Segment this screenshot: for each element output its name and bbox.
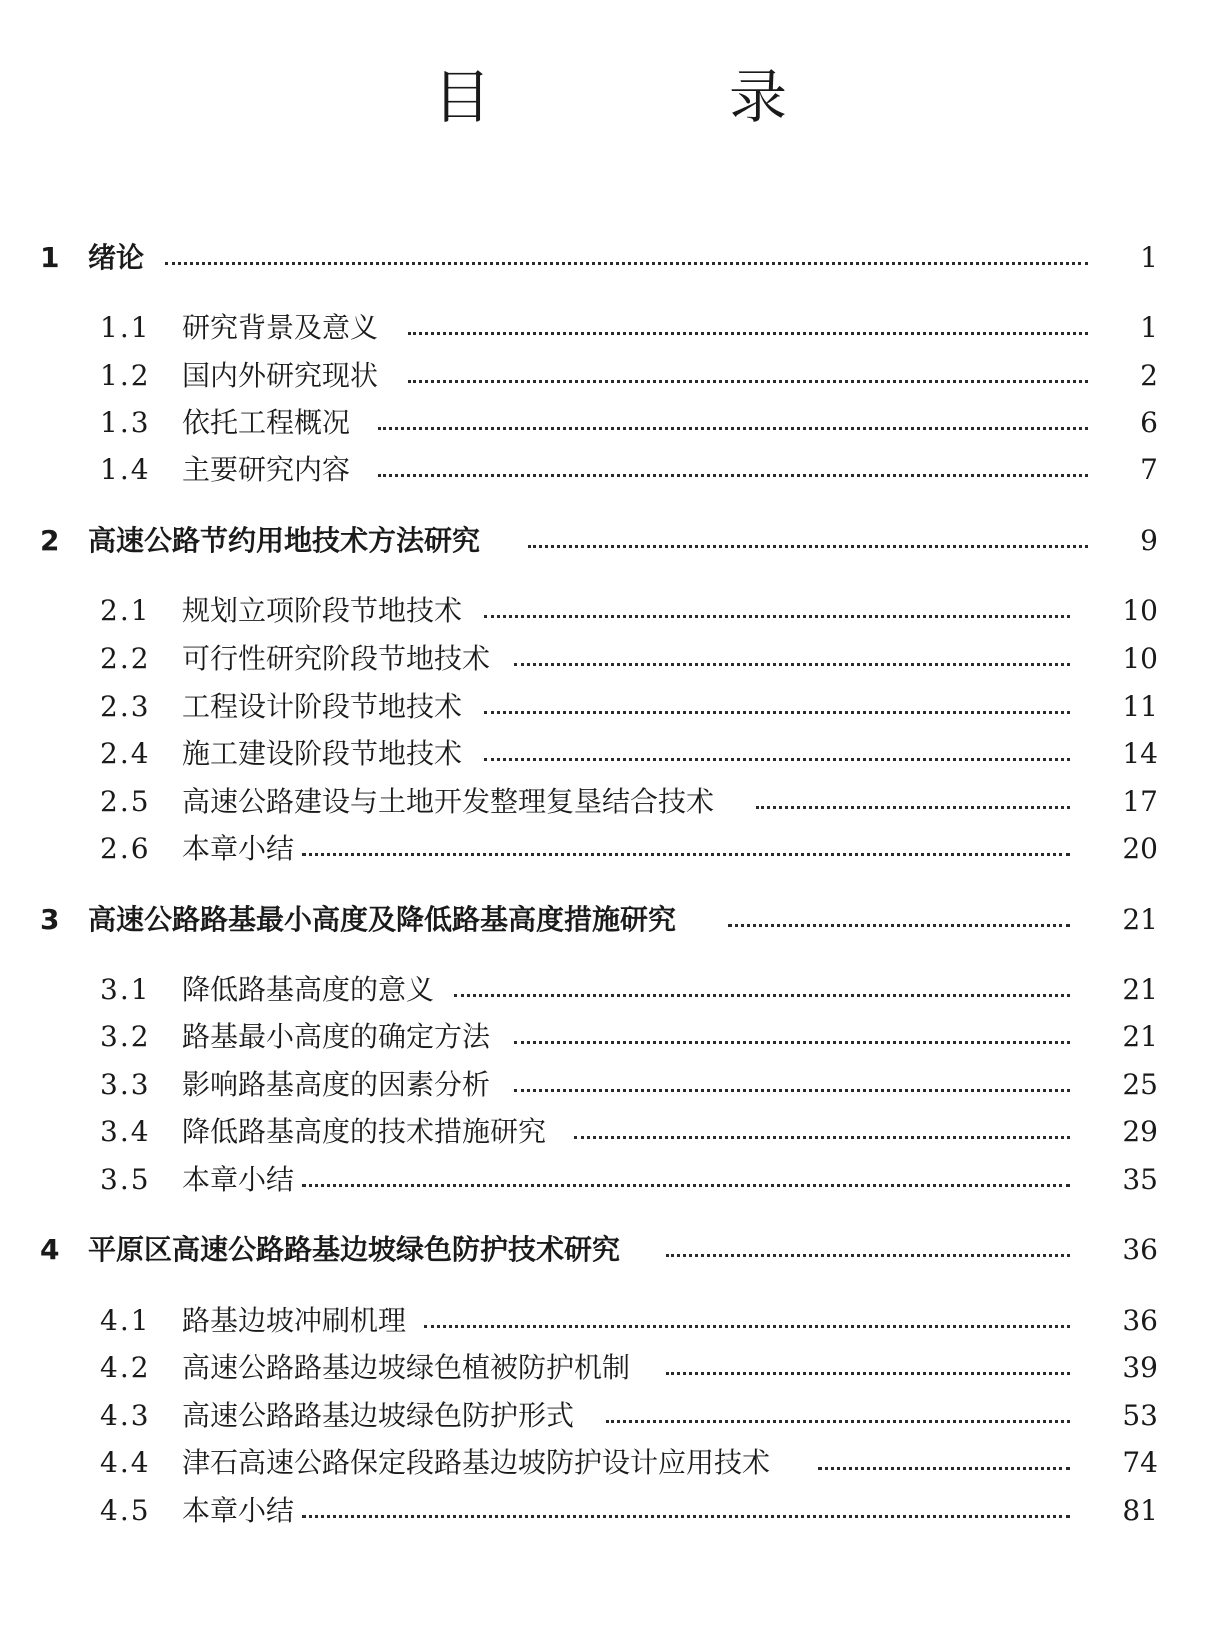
- toc-section-4-5[interactable]: [0, 1491, 1220, 1531]
- toc-section-2-1[interactable]: [0, 591, 1220, 631]
- page-number: 36: [1122, 1304, 1158, 1337]
- toc-section-2-6[interactable]: [0, 829, 1220, 869]
- toc-section-3-3[interactable]: [0, 1065, 1220, 1105]
- dot-leader: [514, 1041, 1070, 1044]
- section-number: 2.5: [100, 785, 151, 818]
- toc-section-2-5[interactable]: [0, 782, 1220, 822]
- toc-section-3-1[interactable]: [0, 970, 1220, 1010]
- section-title: 可行性研究阶段节地技术: [182, 642, 491, 675]
- chapter-number: 1: [40, 241, 60, 274]
- dot-leader: [302, 1184, 1070, 1187]
- section-title: 研究背景及意义: [182, 311, 379, 344]
- section-title: 高速公路路基边坡绿色防护形式: [182, 1399, 575, 1432]
- page-number: 6: [1140, 406, 1158, 439]
- section-number: 2.3: [100, 690, 151, 723]
- toc-section-2-3[interactable]: [0, 687, 1220, 727]
- page-number: 10: [1122, 594, 1158, 627]
- section-number: 4.4: [100, 1446, 151, 1479]
- section-number: 2.1: [100, 594, 151, 627]
- page-number: 39: [1122, 1351, 1158, 1384]
- dot-leader: [666, 1372, 1070, 1375]
- dot-leader: [574, 1136, 1070, 1139]
- toc-section-4-4[interactable]: [0, 1443, 1220, 1483]
- section-title: 本章小结: [182, 1494, 295, 1527]
- page-number: 25: [1122, 1068, 1158, 1101]
- dot-leader: [666, 1254, 1070, 1257]
- dot-leader: [454, 994, 1070, 997]
- section-title: 降低路基高度的技术措施研究: [182, 1115, 547, 1148]
- section-number: 4.5: [100, 1494, 151, 1527]
- section-number: 1.4: [100, 453, 151, 486]
- dot-leader: [728, 924, 1070, 927]
- section-number: 3.3: [100, 1068, 151, 1101]
- section-title: 路基最小高度的确定方法: [182, 1020, 491, 1053]
- toc-section-1-2[interactable]: [0, 356, 1220, 396]
- section-title: 影响路基高度的因素分析: [182, 1068, 491, 1101]
- section-title: 高速公路建设与土地开发整理复垦结合技术: [182, 785, 715, 818]
- dot-leader: [818, 1467, 1070, 1470]
- section-number: 3.4: [100, 1115, 151, 1148]
- dot-leader: [408, 332, 1088, 335]
- toc-section-3-4[interactable]: [0, 1112, 1220, 1152]
- dot-leader: [756, 806, 1070, 809]
- section-title: 施工建设阶段节地技术: [182, 737, 463, 770]
- section-title: 本章小结: [182, 1163, 295, 1196]
- page-number: 10: [1122, 642, 1158, 675]
- dot-leader: [606, 1420, 1070, 1423]
- page-number: 1: [1140, 241, 1158, 274]
- section-number: 4.3: [100, 1399, 151, 1432]
- section-title: 工程设计阶段节地技术: [182, 690, 463, 723]
- page-number: 9: [1140, 524, 1158, 557]
- page-number: 21: [1122, 903, 1158, 936]
- dot-leader: [165, 262, 1088, 265]
- dot-leader: [484, 758, 1070, 761]
- section-number: 3.5: [100, 1163, 151, 1196]
- section-title: 本章小结: [182, 832, 295, 865]
- page-number: 7: [1140, 453, 1158, 486]
- dot-leader: [528, 545, 1088, 548]
- chapter-title: 高速公路节约用地技术方法研究: [88, 524, 481, 557]
- page-number: 81: [1122, 1494, 1158, 1527]
- page-number: 11: [1122, 690, 1158, 723]
- chapter-number: 2: [40, 524, 60, 557]
- dot-leader: [484, 711, 1070, 714]
- section-title: 津石高速公路保定段路基边坡防护设计应用技术: [182, 1446, 771, 1479]
- chapter-number: 3: [40, 903, 60, 936]
- dot-leader: [302, 853, 1070, 856]
- section-number: 2.4: [100, 737, 151, 770]
- dot-leader: [408, 380, 1088, 383]
- toc-section-1-3[interactable]: [0, 403, 1220, 443]
- section-title: 主要研究内容: [182, 453, 351, 486]
- dot-leader: [378, 427, 1088, 430]
- section-number: 1.3: [100, 406, 151, 439]
- section-number: 3.1: [100, 973, 151, 1006]
- toc-section-4-3[interactable]: [0, 1396, 1220, 1436]
- dot-leader: [378, 474, 1088, 477]
- page-number: 21: [1122, 973, 1158, 1006]
- section-number: 4.2: [100, 1351, 151, 1384]
- section-title: 依托工程概况: [182, 406, 351, 439]
- chapter-title: 平原区高速公路路基边坡绿色防护技术研究: [88, 1233, 621, 1266]
- chapter-title: 绪论: [88, 241, 145, 274]
- page-number: 2: [1140, 359, 1158, 392]
- toc-chapter-3[interactable]: [0, 900, 1220, 940]
- section-title: 路基边坡冲刷机理: [182, 1304, 407, 1337]
- chapter-number: 4: [40, 1233, 60, 1266]
- page-number: 20: [1122, 832, 1158, 865]
- toc-section-2-2[interactable]: [0, 639, 1220, 679]
- toc-chapter-2[interactable]: [0, 521, 1220, 561]
- page-number: 21: [1122, 1020, 1158, 1053]
- section-number: 2.6: [100, 832, 151, 865]
- section-number: 1.1: [100, 311, 151, 344]
- dot-leader: [514, 663, 1070, 666]
- dot-leader: [514, 1089, 1070, 1092]
- section-number: 4.1: [100, 1304, 151, 1337]
- section-title: 高速公路路基边坡绿色植被防护机制: [182, 1351, 631, 1384]
- dot-leader: [302, 1515, 1070, 1518]
- section-number: 3.2: [100, 1020, 151, 1053]
- section-number: 1.2: [100, 359, 151, 392]
- toc-section-3-5[interactable]: [0, 1160, 1220, 1200]
- section-title: 国内外研究现状: [182, 359, 379, 392]
- toc-section-4-2[interactable]: [0, 1348, 1220, 1388]
- toc-section-2-4[interactable]: [0, 734, 1220, 774]
- dot-leader: [424, 1325, 1070, 1328]
- page-number: 1: [1140, 311, 1158, 344]
- page-number: 35: [1122, 1163, 1158, 1196]
- section-title: 降低路基高度的意义: [182, 973, 435, 1006]
- page-number: 17: [1122, 785, 1158, 818]
- page-number: 14: [1122, 737, 1158, 770]
- toc-section-1-1[interactable]: [0, 308, 1220, 348]
- page-title: 目 录: [432, 63, 877, 131]
- toc-section-1-4[interactable]: [0, 450, 1220, 490]
- toc-section-3-2[interactable]: [0, 1017, 1220, 1057]
- page-number: 36: [1122, 1233, 1158, 1266]
- page-number: 29: [1122, 1115, 1158, 1148]
- section-number: 2.2: [100, 642, 151, 675]
- toc-chapter-1[interactable]: [0, 238, 1220, 278]
- dot-leader: [484, 615, 1070, 618]
- chapter-title: 高速公路路基最小高度及降低路基高度措施研究: [88, 903, 677, 936]
- section-title: 规划立项阶段节地技术: [182, 594, 463, 627]
- page-number: 53: [1122, 1399, 1158, 1432]
- toc-section-4-1[interactable]: [0, 1301, 1220, 1341]
- page-number: 74: [1122, 1446, 1158, 1479]
- toc-chapter-4[interactable]: [0, 1230, 1220, 1270]
